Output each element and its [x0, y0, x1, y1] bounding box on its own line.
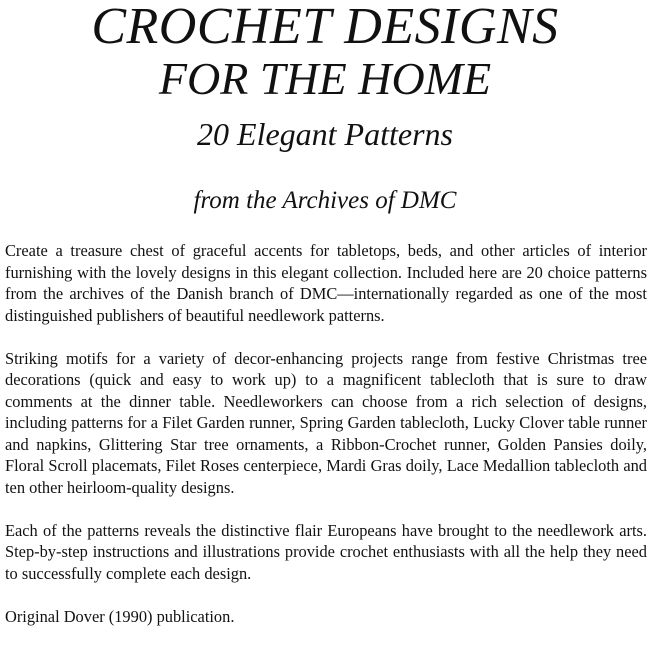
paragraph-patterns: Each of the patterns reveals the distinctive flair Europeans have brought to the needlework arts. Step-by-step instructions and illustrations provide crochet enthusiasts with all the help they need to successfully complete each design.: [5, 520, 647, 583]
subtitle: 20 Elegant Patterns: [197, 116, 453, 152]
source-line: from the Archives of DMC: [193, 187, 457, 214]
title-line-2: FOR THE HOME: [158, 53, 492, 104]
paragraph-motifs: Striking motifs for a variety of decor-enhancing projects range from festive Christmas tree decorations (quick and easy to work up) to a magnificent tablecloth that is sure to draw comments at the dinner table. Needleworkers can choose from a rich selection of designs, including patterns for a Filet Garden runner, Spring Garden tablecloth, Lucky Clover table runner and napkins, Glittering Star tree ornaments, a Ribbon-Crochet runner, Golden Pansies doily, Floral Scroll placemats, Filet Roses centerpiece, Mardi Gras doily, Lace Medallion tablecloth and ten other heirloom-quality designs.: [5, 348, 647, 497]
publication-note: Original Dover (1990) publication.: [5, 606, 235, 626]
description-text: [5, 240, 647, 627]
title-line-1: CROCHET DESIGNS: [91, 0, 559, 55]
paragraph-intro: Create a treasure chest of graceful accents for tabletops, beds, and other articles of interior furnishing with the lovely designs in this elegant collection. Included here are 20 choice patterns from the archives of the Danish branch of DMC—internationally regarded as one of the most distinguished publishers of beautiful needlework patterns.: [5, 241, 647, 325]
